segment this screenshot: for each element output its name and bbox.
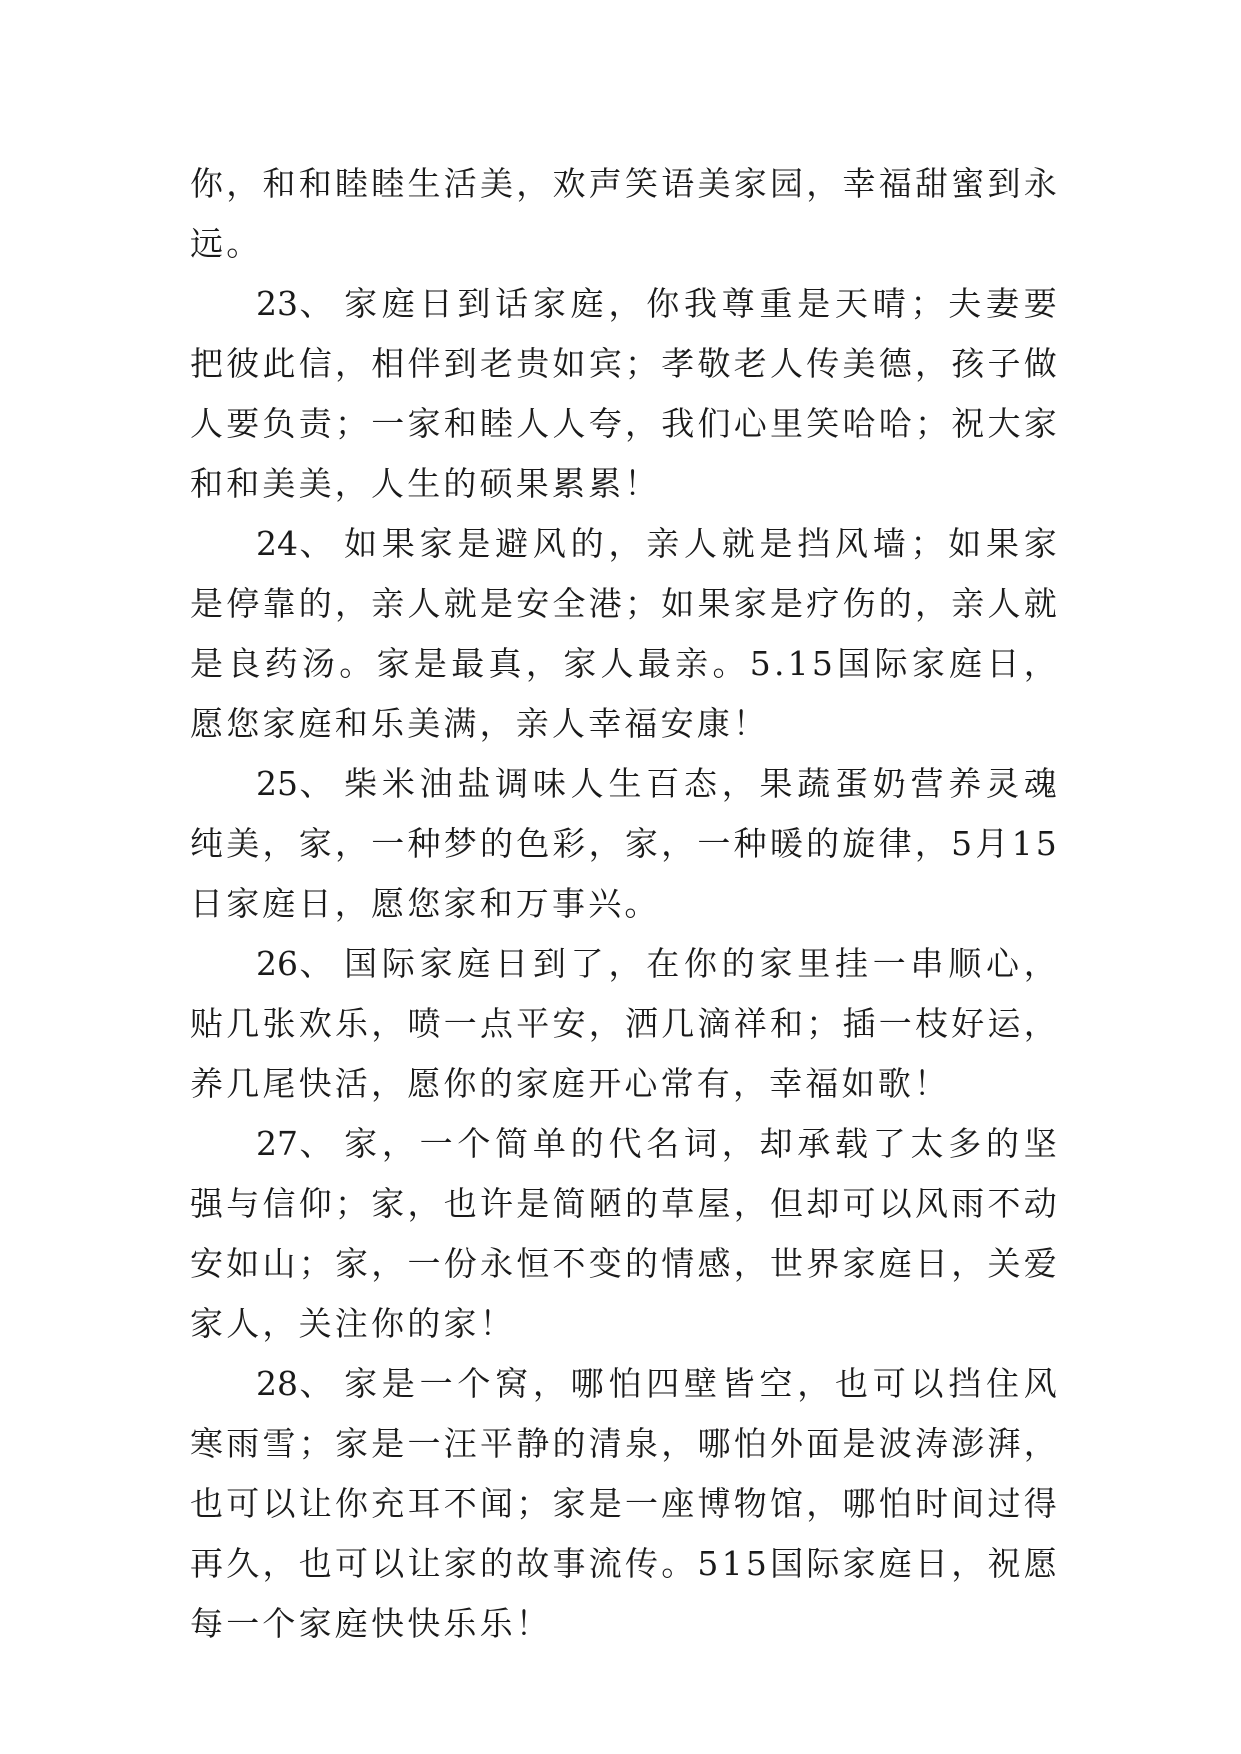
lead-fragment: 你，和和睦睦生活美，欢声笑语美家园，幸福甜蜜到永远。 [190,164,1060,263]
item-text: 家，一个简单的代名词，却承载了太多的坚强与信仰；家，也许是简陋的草屋，但却可以风雨不动安如山；家，一份永恒不变的情感，世界家庭日，关爱家人，关注你的家！ [190,1124,1060,1343]
list-item-24 [190,514,1060,754]
document-body [190,154,1060,1654]
item-text: 柴米油盐调味人生百态，果蔬蛋奶营养灵魂纯美，家，一种梦的色彩，家，一种暖的旋律，5月15日家庭日，愿您家和万事兴。 [190,764,1060,923]
list-item-26 [190,934,1060,1114]
item-number: 27、 [256,1124,335,1163]
item-number: 24、 [256,524,335,563]
list-item-27 [190,1114,1060,1354]
item-number: 23、 [256,284,335,323]
item-text: 如果家是避风的，亲人就是挡风墙；如果家是停靠的，亲人就是安全港；如果家是疗伤的，亲人就是良药汤。家是最真，家人最亲。5.15国际家庭日，愿您家庭和乐美满，亲人幸福安康！ [190,524,1060,743]
item-text: 国际家庭日到了，在你的家里挂一串顺心，贴几张欢乐，喷一点平安，洒几滴祥和；插一枝好运，养几尾快活，愿你的家庭开心常有，幸福如歌！ [190,944,1060,1103]
item-text: 家是一个窝，哪怕四壁皆空，也可以挡住风寒雨雪；家是一汪平静的清泉，哪怕外面是波涛澎湃，也可以让你充耳不闻；家是一座博物馆，哪怕时间过得再久，也可以让家的故事流传。515国际家庭日，祝愿每一个家庭快快乐乐！ [190,1364,1060,1643]
list-item-28 [190,1354,1060,1654]
item-number: 28、 [256,1364,335,1403]
list-item-25 [190,754,1060,934]
item-number: 26、 [256,944,335,983]
item-number: 25、 [256,764,335,803]
item-text: 家庭日到话家庭，你我尊重是天晴；夫妻要把彼此信，相伴到老贵如宾；孝敬老人传美德，孩子做人要负责；一家和睦人人夸，我们心里笑哈哈；祝大家和和美美，人生的硕果累累！ [190,284,1060,503]
list-item-23 [190,274,1060,514]
